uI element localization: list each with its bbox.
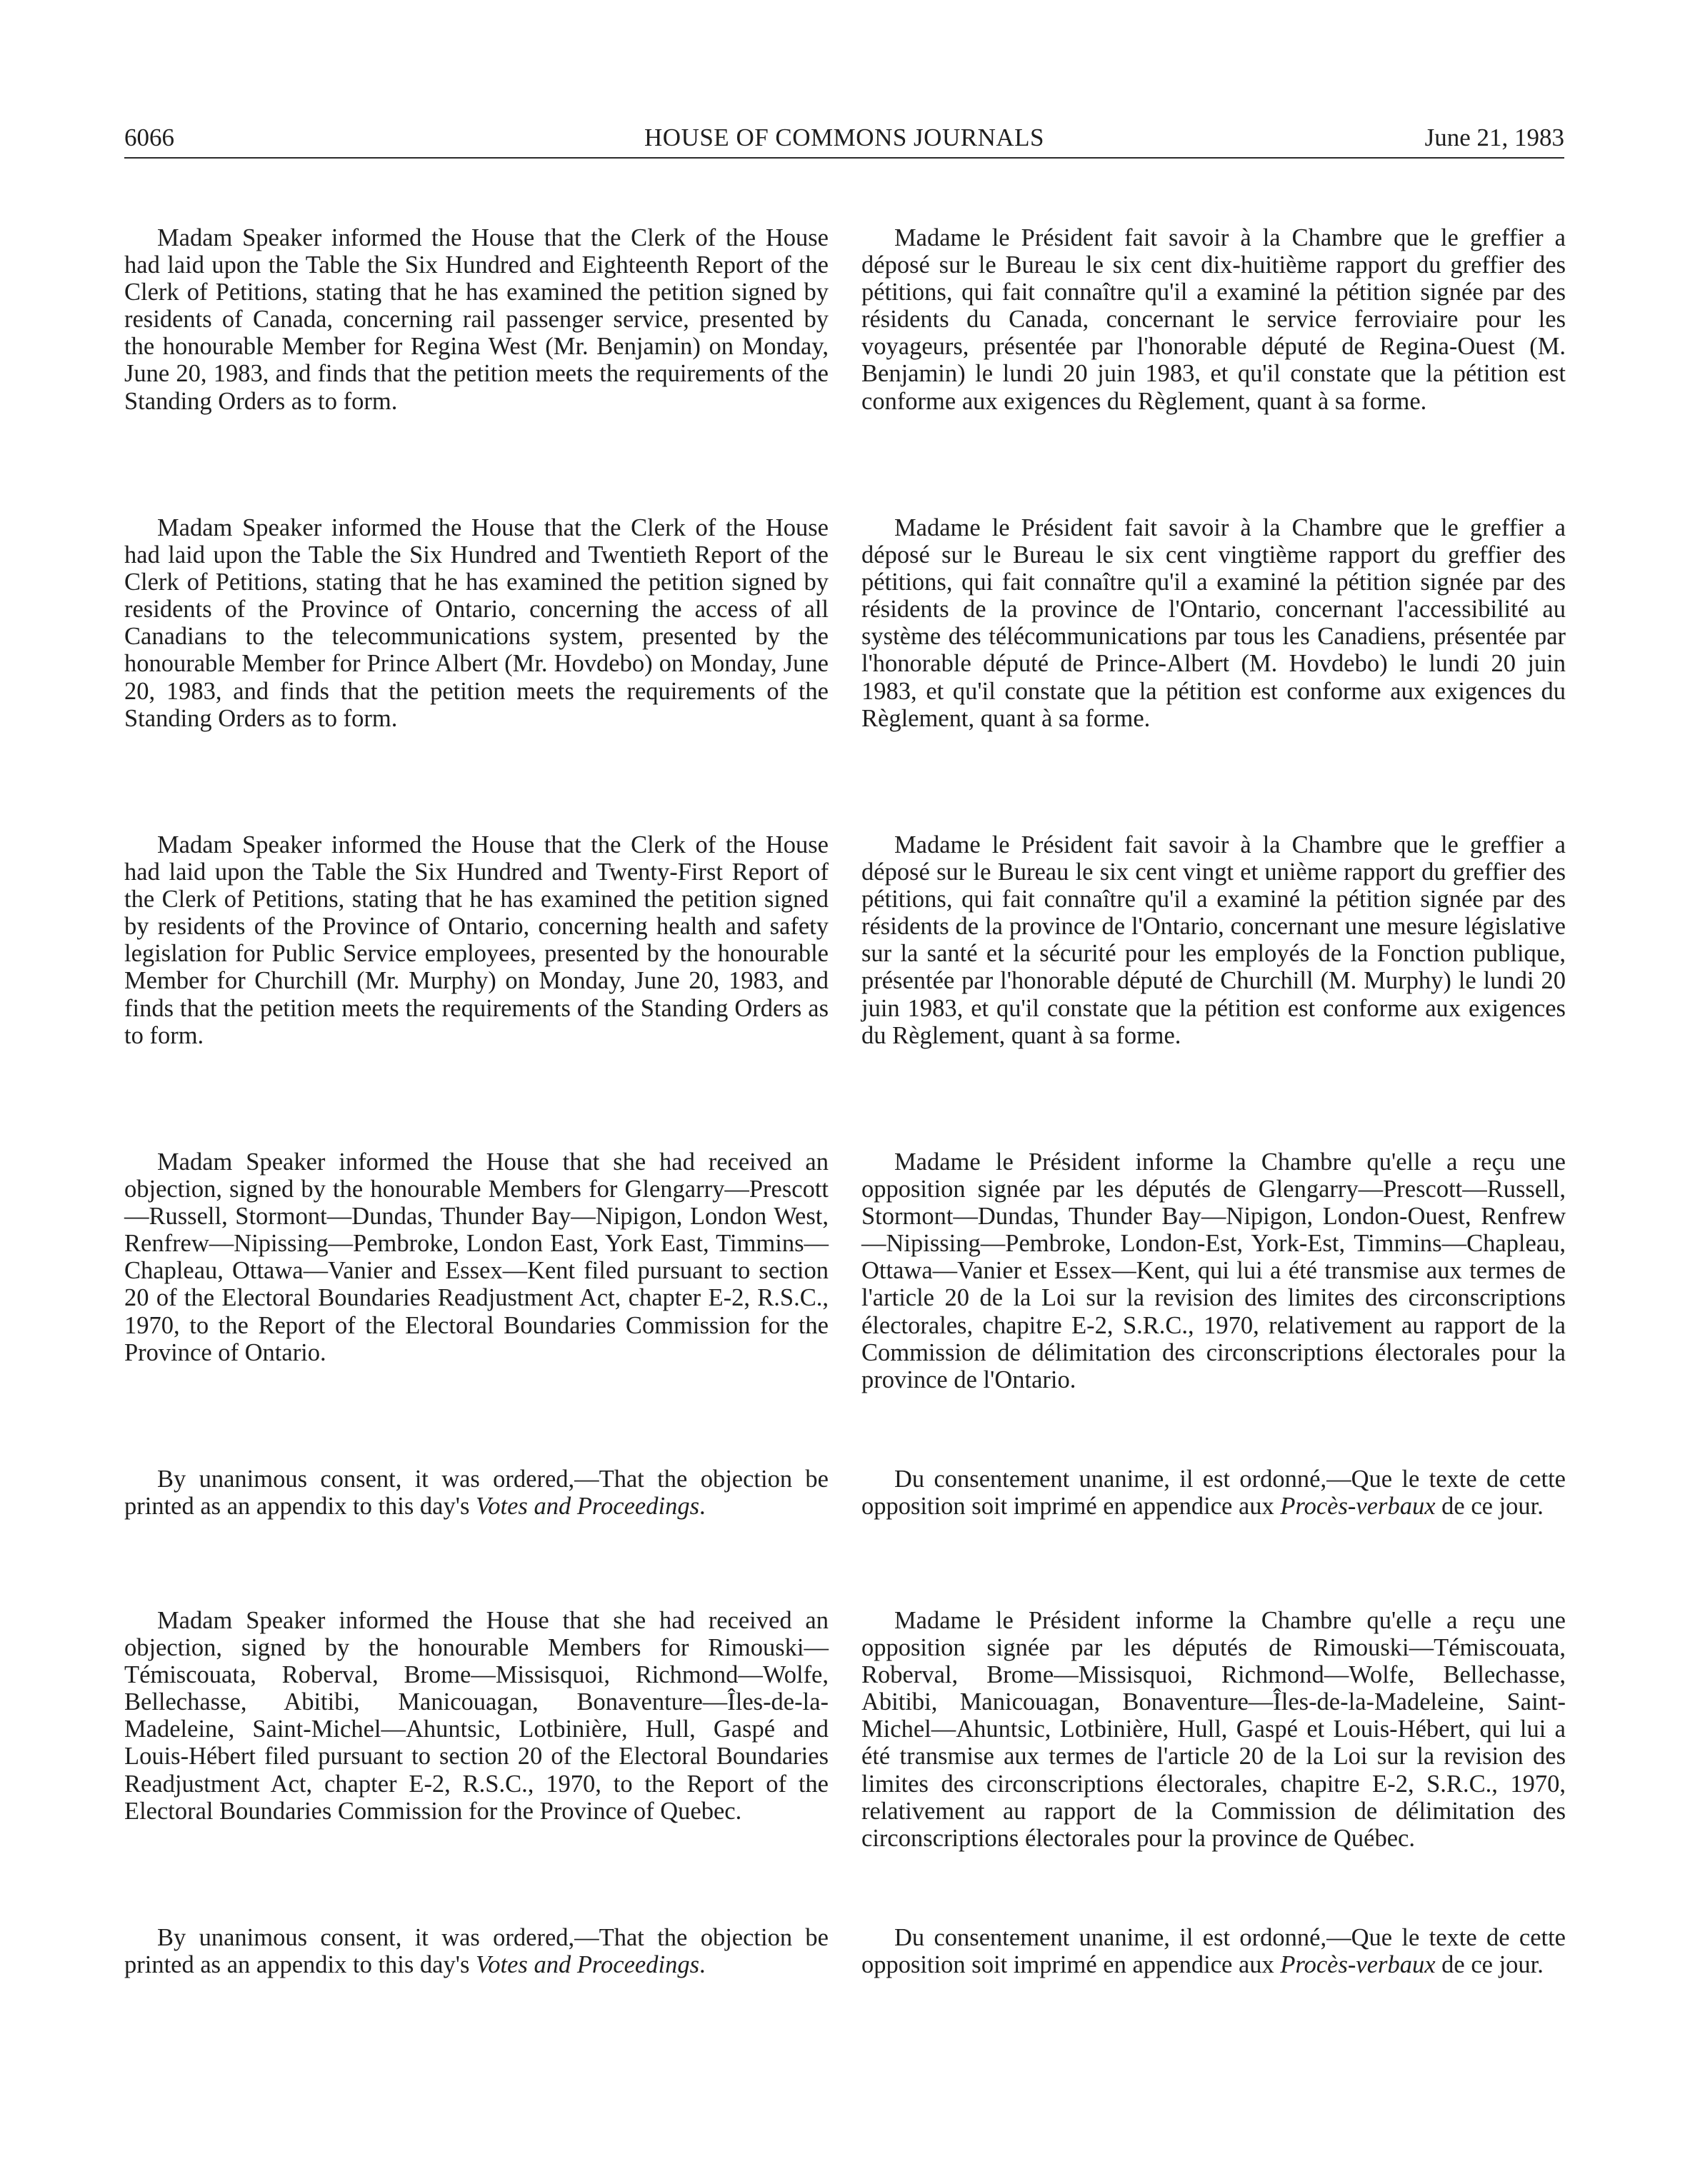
french-paragraph-objection-ontario: Madame le Président informe la Chambre qu'elle a reçu une opposition signée par les députés de Glengarry—Prescott—Russell, Stormont—Dundas, Thunder Bay—Nipigon, London-Ouest, Renfrew—Nipissing—Pembroke, London-Est, York-Est, Timmins—Chapleau, Ottawa—Vanier et Essex—Kent, qui lui a été transmise aux termes de l'article 20 de la Loi sur la revision des limites des circonscriptions électorales, chapitre E-2, S.R.C., 1970, relativement au rapport de la Commission de délimitation des circonscriptions électorales pour la province de l'Ontario.	[861, 1148, 1566, 1393]
header-rule	[124, 157, 1564, 159]
order-italic-title: Procès-verbaux	[1280, 1493, 1436, 1521]
english-order-ontario	[124, 1466, 829, 1520]
journal-title: HOUSE OF COMMONS JOURNALS	[644, 124, 1044, 151]
order-end: .	[699, 1951, 706, 1979]
order-italic-title: Procès-verbaux	[1280, 1951, 1436, 1979]
english-paragraph-petition-618: Madam Speaker informed the House that the Clerk of the House had laid upon the Table the Six Hundred and Eighteenth Report of the Clerk of Petitions, stating that he has examined the petition signed by residents of Canada, concerning rail passenger service, presented by the honourable Member for Regina West (Mr. Benjamin) on Monday, June 20, 1983, and finds that the petition meets the requirements of the Standing Orders as to form.	[124, 224, 829, 415]
order-end: .	[699, 1493, 706, 1521]
order-text: Du consentement unanime, il est ordonné,—Que le texte de cette opposition soit imprimé en appendice aux	[861, 1466, 1566, 1521]
english-order-quebec	[124, 1924, 829, 1978]
order-end: de ce jour.	[1435, 1951, 1544, 1979]
french-order-quebec	[861, 1924, 1566, 1978]
order-text: By unanimous consent, it was ordered,—That the objection be printed as an appendix to this day's	[124, 1924, 829, 1979]
french-paragraph-petition-620: Madame le Président fait savoir à la Chambre que le greffier a déposé sur le Bureau le six cent vingtième rapport du greffier des pétitions, qui fait connaître qu'il a examiné la pétition signée par des résidents de la province de l'Ontario, concernant l'accessibilité au système des télécommunications par tous les Canadiens, présentée par l'honorable député de Prince-Albert (M. Hovdebo) le lundi 20 juin 1983, et qu'il constate que la pétition est conforme aux exigences du Règlement, quant à sa forme.	[861, 514, 1566, 732]
english-paragraph-objection-ontario: Madam Speaker informed the House that she had received an objection, signed by the honourable Members for Glengarry—Prescott—Russell, Stormont—Dundas, Thunder Bay—Nipigon, London West, Renfrew—Nipissing—Pembroke, London East, York East, Timmins—Chapleau, Ottawa—Vanier and Essex—Kent filed pursuant to section 20 of the Electoral Boundaries Readjustment Act, chapter E-2, R.S.C., 1970, to the Report of the Electoral Boundaries Commission for the Province of Ontario.	[124, 1148, 829, 1366]
french-paragraph-petition-618: Madame le Président fait savoir à la Chambre que le greffier a déposé sur le Bureau le six cent dix-huitième rapport du greffier des pétitions, qui fait connaître qu'il a examiné la pétition signée par des résidents du Canada, concernant le service ferroviaire pour les voyageurs, présentée par l'honorable député de Regina-Ouest (M. Benjamin) le lundi 20 juin 1983, et qu'il constate que la pétition est conforme aux exigences du Règlement, quant à sa forme.	[861, 224, 1566, 415]
running-head	[124, 121, 1564, 154]
order-italic-title: Votes and Proceedings	[476, 1493, 699, 1521]
order-text: Du consentement unanime, il est ordonné,—Que le texte de cette opposition soit imprimé en appendice aux	[861, 1924, 1566, 1979]
page-number: 6066	[124, 124, 174, 151]
french-order-ontario	[861, 1466, 1566, 1520]
english-paragraph-petition-620: Madam Speaker informed the House that the Clerk of the House had laid upon the Table the Six Hundred and Twentieth Report of the Clerk of Petitions, stating that he has examined the petition signed by residents of the Province of Ontario, concerning the access of all Canadians to the telecommunications system, presented by the honourable Member for Prince Albert (Mr. Hovdebo) on Monday, June 20, 1983, and finds that the petition meets the requirements of the Standing Orders as to form.	[124, 514, 829, 732]
order-text: By unanimous consent, it was ordered,—That the objection be printed as an appendix to this day's	[124, 1466, 829, 1521]
french-paragraph-petition-621: Madame le Président fait savoir à la Chambre que le greffier a déposé sur le Bureau le six cent vingt et unième rapport du greffier des pétitions, qui fait connaître qu'il a examiné la pétition signée par des résidents de la province de l'Ontario, concernant une mesure législative sur la santé et la sécurité pour les employés de la Fonction publique, présentée par l'honorable député de Churchill (M. Murphy) le lundi 20 juin 1983, et qu'il constate que la pétition est conforme aux exigences du Règlement, quant à sa forme.	[861, 831, 1566, 1049]
english-paragraph-petition-621: Madam Speaker informed the House that the Clerk of the House had laid upon the Table the Six Hundred and Twenty-First Report of the Clerk of Petitions, stating that he has examined the petition signed by residents of the Province of Ontario, concerning health and safety legislation for Public Service employees, presented by the honourable Member for Churchill (Mr. Murphy) on Monday, June 20, 1983, and finds that the petition meets the requirements of the Standing Orders as to form.	[124, 831, 829, 1049]
order-end: de ce jour.	[1435, 1493, 1544, 1521]
page-date: June 21, 1983	[1424, 124, 1564, 151]
french-paragraph-objection-quebec: Madame le Président informe la Chambre qu'elle a reçu une opposition signée par les députés de Rimouski—Témiscouata, Roberval, Brome—Missisquoi, Richmond—Wolfe, Bellechasse, Abitibi, Manicouagan, Bonaventure—Îles-de-la-Madeleine, Saint-Michel—Ahuntsic, Lotbinière, Hull, Gaspé et Louis-Hébert, qui lui a été transmise aux termes de l'article 20 de la Loi sur la revision des limites des circonscriptions électorales, chapitre E-2, S.R.C., 1970, relativement au rapport de la Commission de délimitation des circonscriptions électorales pour la province de Québec.	[861, 1607, 1566, 1852]
english-paragraph-objection-quebec: Madam Speaker informed the House that she had received an objection, signed by the honourable Members for Rimouski—Témiscouata, Roberval, Brome—Missisquoi, Richmond—Wolfe, Bellechasse, Abitibi, Manicouagan, Bonaventure—Îles-de-la-Madeleine, Saint-Michel—Ahuntsic, Lotbinière, Hull, Gaspé and Louis-Hébert filed pursuant to section 20 of the Electoral Boundaries Readjustment Act, chapter E-2, R.S.C., 1970, to the Report of the Electoral Boundaries Commission for the Province of Quebec.	[124, 1607, 829, 1825]
order-italic-title: Votes and Proceedings	[476, 1951, 699, 1979]
